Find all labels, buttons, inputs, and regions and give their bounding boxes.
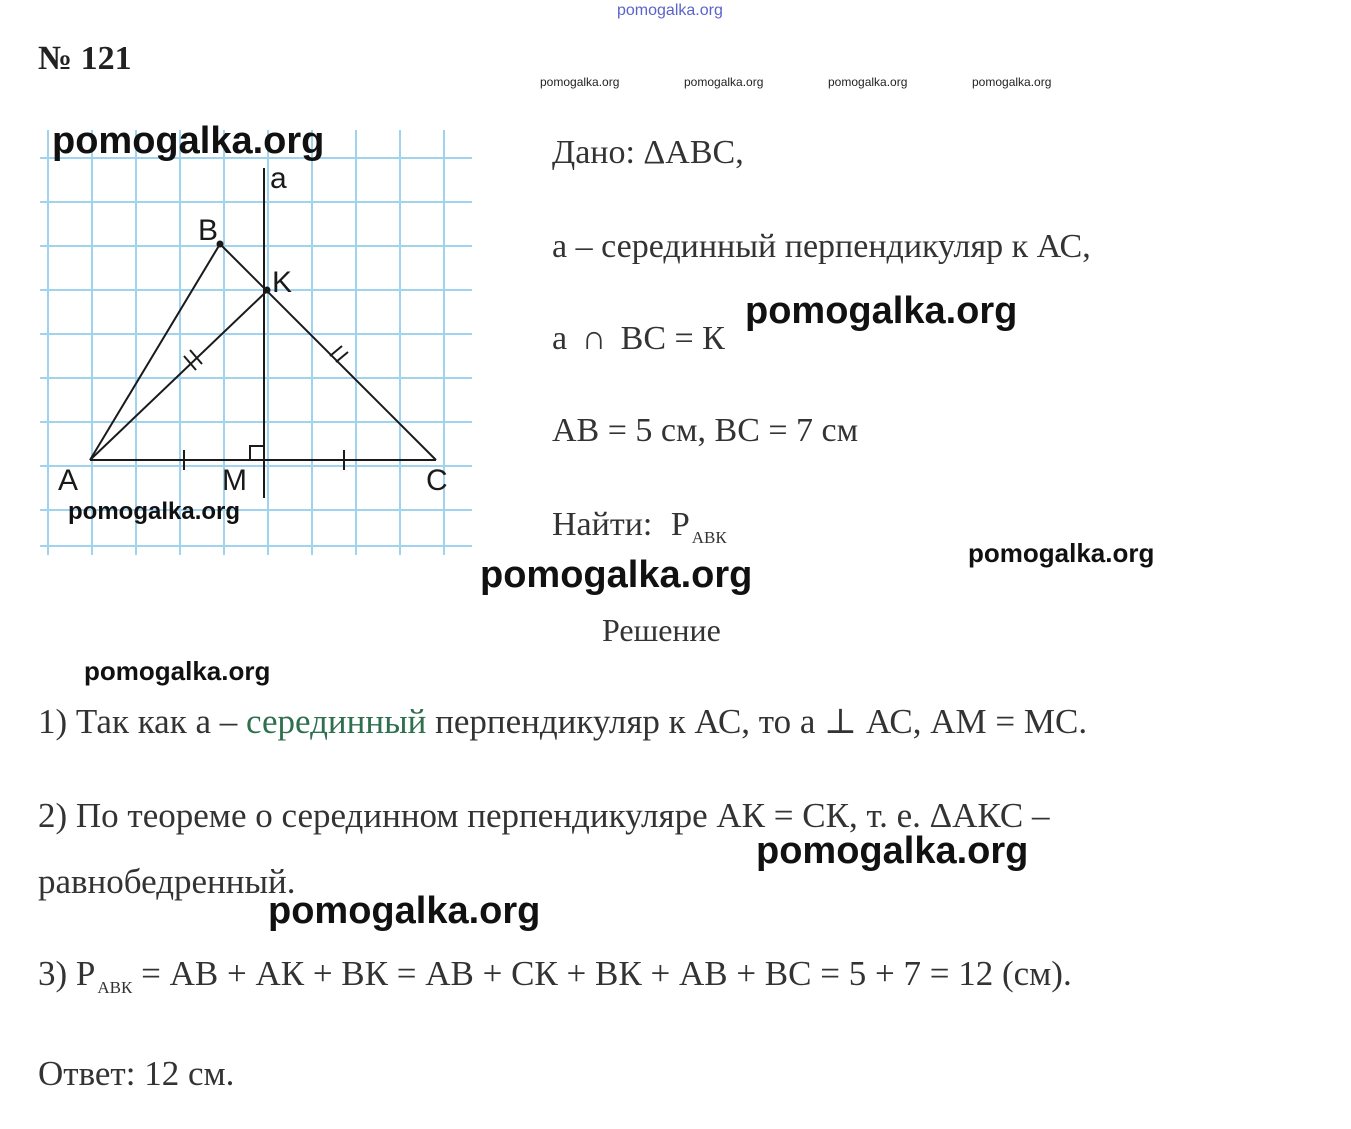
given-line-3-a: а: [552, 320, 568, 357]
triangle-figure: [0, 0, 480, 570]
watermark-small-3: pomogalka.org: [828, 75, 908, 89]
given-line-3-rest: ВС = К: [620, 320, 725, 357]
watermark-small-4: pomogalka.org: [972, 75, 1052, 89]
label-k: K: [272, 266, 293, 299]
watermark-right: pomogalka.org: [968, 538, 1155, 568]
side-bc: [220, 244, 436, 460]
solution-step-2-line-2: равнобедренный.: [38, 862, 296, 901]
label-b: B: [198, 214, 219, 247]
solution-step-1: [38, 702, 1087, 742]
watermark-figure-bottom: pomogalka.org: [68, 498, 241, 525]
given-line-2: а – серединный перпендикуляр к АС,: [552, 228, 1091, 265]
step-1-suffix: перпендикуляр к АС, то а ⊥ АС, АМ = МС.: [426, 702, 1088, 741]
answer: Ответ: 12 см.: [38, 1054, 235, 1093]
watermark-given: pomogalka.org: [745, 290, 1018, 332]
watermark-figure-top: pomogalka.org: [52, 120, 325, 162]
watermark-left: pomogalka.org: [84, 656, 271, 686]
right-angle-mark: [250, 446, 264, 460]
label-m: M: [222, 464, 247, 497]
intersection-symbol: ∩: [581, 320, 607, 357]
solution-step-2-line-1: 2) По теореме о серединном перпендикуляре АК = СК, т. е. ΔАКС –: [38, 796, 1050, 835]
watermark-step-3: pomogalka.org: [268, 890, 541, 932]
step-1-highlight: серединный: [246, 702, 427, 741]
step-3-equation: = АВ + АК + ВК = АВ + СК + ВК + АВ + ВС = 5 + 7 = 12 (см).: [132, 954, 1072, 993]
given-line-3: [552, 320, 725, 358]
label-a-line: a: [270, 162, 287, 195]
problem-number: № 121: [38, 40, 132, 77]
find-subscript: АВК: [691, 528, 727, 547]
side-ab: [90, 244, 220, 460]
step-3-subscript: АВК: [97, 978, 133, 997]
find-line: [552, 506, 727, 548]
find-label: Найти:: [552, 506, 653, 543]
watermark-top: pomogalka.org: [617, 2, 723, 19]
solution-step-3: [38, 954, 1072, 998]
watermark-small-2: pomogalka.org: [684, 75, 764, 89]
grid-paper: [40, 130, 472, 555]
watermark-step-2: pomogalka.org: [756, 830, 1029, 872]
double-tick-kc-2: [336, 352, 348, 362]
watermark-middle: pomogalka.org: [480, 554, 753, 596]
double-tick-kc-1: [330, 346, 342, 356]
label-a-vertex: A: [58, 464, 79, 497]
given-line-1: Дано: ΔАВС,: [552, 134, 744, 171]
solution-heading: Решение: [602, 612, 721, 648]
step-3-prefix: 3) Р: [38, 954, 96, 993]
find-perimeter: Р: [670, 506, 690, 543]
given-line-4: АВ = 5 см, ВС = 7 см: [552, 412, 859, 449]
step-1-prefix: 1) Так как а –: [38, 702, 247, 741]
label-c: C: [426, 464, 448, 497]
point-k: [264, 287, 271, 294]
watermark-small-1: pomogalka.org: [540, 75, 620, 89]
